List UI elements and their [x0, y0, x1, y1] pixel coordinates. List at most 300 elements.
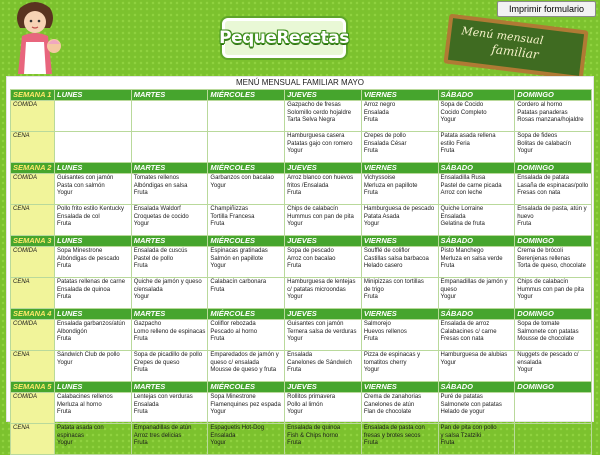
dish-item: Crema de zanahorias — [363, 394, 422, 400]
dish-item: Ensalada — [133, 401, 159, 408]
dish-item: Flamenquines pez espada — [210, 401, 281, 408]
dish-item: Gelatina de fruta — [440, 221, 485, 227]
week-label: SEMANA 3 — [11, 236, 55, 247]
day-header: VIERNES — [361, 309, 438, 320]
cena-row — [11, 424, 592, 455]
menu-cell[interactable] — [438, 393, 515, 424]
menu-cell[interactable] — [131, 424, 208, 455]
dish-item: Hamburguesa casera — [287, 133, 345, 139]
dish-item: Yogur — [210, 182, 226, 189]
dish-item: Fruta — [287, 440, 302, 446]
dish-item: Ensalada de cuscús — [133, 248, 188, 254]
header — [0, 0, 600, 74]
dish-item: Yogur — [287, 294, 303, 300]
menu-cell[interactable] — [131, 393, 208, 424]
dish-item: Cocido Completo — [440, 109, 487, 116]
dish-item: Fruta — [133, 263, 148, 269]
day-header: MIÉRCOLES — [208, 309, 285, 320]
day-header: MARTES — [131, 309, 208, 320]
menu-cell[interactable] — [55, 320, 132, 351]
menu-cell[interactable] — [515, 174, 592, 205]
dish-item: Mousse de queso y fruta — [210, 367, 277, 373]
dish-item: Sopa de Cocido — [440, 102, 484, 108]
comida-row — [11, 174, 592, 205]
dish-item: Fresas con nata — [440, 336, 484, 342]
dish-item: Rollitos primavera — [287, 394, 336, 400]
menu-cell[interactable] — [515, 247, 592, 278]
menu-cell[interactable] — [131, 278, 208, 309]
dish-item: Bolitas de calabacín — [517, 140, 571, 147]
dish-item: Arroz con bacalao — [287, 255, 336, 262]
meal-label: CENA — [11, 132, 55, 163]
dish-item: fritos /Ensalada — [287, 182, 329, 189]
menu-cell[interactable] — [285, 351, 362, 382]
menu-cell[interactable] — [515, 424, 592, 455]
dish-item: Yogur — [517, 148, 533, 154]
dish-item: espinacas — [57, 432, 85, 439]
dish-item: Fruta — [210, 336, 225, 342]
meal-label: CENA — [11, 351, 55, 382]
dish-item: fresas y brotes secos — [363, 432, 421, 439]
meal-label: COMIDA — [11, 101, 55, 132]
menu-cell[interactable] — [131, 132, 208, 163]
monthly-menu-chalkboard — [443, 14, 588, 81]
dish-item: Castillas salsa barbacoa — [363, 255, 429, 262]
dish-item: Ensalada — [440, 213, 466, 220]
menu-cell[interactable] — [361, 205, 438, 236]
day-header: LUNES — [55, 309, 132, 320]
menu-cell[interactable] — [361, 424, 438, 455]
day-header: MARTES — [131, 163, 208, 174]
dish-item: Yogur — [287, 221, 303, 227]
menu-cell[interactable] — [438, 320, 515, 351]
dish-item: c/ensalada — [133, 286, 163, 293]
dish-item: Puré de patatas — [440, 394, 483, 400]
dish-item: Fresas con nata — [517, 190, 561, 196]
dish-item: Torta de queso, chocolate — [517, 263, 586, 269]
cena-row — [11, 278, 592, 309]
dish-item: Tarta Selva Negra — [287, 117, 336, 123]
dish-item: Sopa de picadillo de pollo — [133, 352, 203, 358]
dish-item: Yogur — [287, 409, 303, 415]
menu-title: MENÚ MENSUAL FAMILIAR MAYO — [235, 78, 365, 87]
dish-item: Empanadillas de jamón y — [440, 279, 508, 285]
menu-cell[interactable] — [438, 351, 515, 382]
dish-item: Crema de brócoli — [517, 248, 563, 254]
dish-item: huevo — [517, 213, 534, 220]
menu-cell[interactable] — [285, 174, 362, 205]
menu-cell[interactable] — [515, 205, 592, 236]
menu-cell[interactable] — [208, 132, 285, 163]
dish-item: Fruta — [363, 294, 378, 300]
meal-label: COMIDA — [11, 174, 55, 205]
dish-item: Fruta — [363, 440, 378, 446]
menu-cell[interactable] — [208, 205, 285, 236]
week-header-row — [11, 163, 592, 174]
menu-cell[interactable] — [208, 351, 285, 382]
dish-item: Lentejas con verduras — [133, 394, 193, 400]
meal-label: COMIDA — [11, 247, 55, 278]
dish-item: Garbanzos con bacalao — [210, 175, 274, 181]
meal-label: CENA — [11, 205, 55, 236]
dish-item: Quiche Lorraine — [440, 206, 484, 212]
dish-item: Croquetas de cocido — [133, 213, 189, 220]
menu-cell[interactable] — [208, 247, 285, 278]
comida-row — [11, 320, 592, 351]
dish-item: tomatitos cherry — [363, 359, 407, 366]
dish-item: Fruta — [287, 367, 302, 373]
menu-cell[interactable] — [131, 174, 208, 205]
dish-item: Ensalada Waldorf — [133, 206, 181, 212]
day-header: DOMINGO — [515, 236, 592, 247]
week-header-row — [11, 90, 592, 101]
menu-cell[interactable] — [55, 278, 132, 309]
menu-cell[interactable] — [361, 101, 438, 132]
dish-item: Crepes de pollo — [363, 133, 406, 139]
menu-cell[interactable] — [285, 205, 362, 236]
menu-cell[interactable] — [55, 205, 132, 236]
dish-item: Canelones de Sándwich — [287, 359, 352, 366]
menu-cell[interactable] — [208, 320, 285, 351]
dish-item: c/ patatas microondas — [287, 286, 346, 293]
day-header: SÁBADO — [438, 309, 515, 320]
dish-item: Fruta — [133, 367, 148, 373]
dish-item: queso — [440, 286, 457, 293]
day-header: MARTES — [131, 90, 208, 101]
menu-cell[interactable] — [438, 174, 515, 205]
dish-item: Calabacines c/ carne — [440, 328, 497, 335]
dish-item: Fruta — [517, 221, 532, 227]
comida-row — [11, 101, 592, 132]
day-header: LUNES — [55, 163, 132, 174]
dish-item: Salmón en papillote — [210, 255, 264, 262]
dish-item: Yogur — [440, 117, 456, 123]
dish-item: Yogur — [517, 294, 533, 300]
dish-item: Yogur — [210, 263, 226, 269]
menu-cell[interactable] — [515, 101, 592, 132]
dish-item: Lasaña de espinacas/pollo — [517, 182, 589, 189]
dish-item: Mousse de chocolate — [517, 336, 574, 342]
menu-cell[interactable] — [515, 278, 592, 309]
day-header: JUEVES — [285, 309, 362, 320]
dish-item: Hummus con pan de pita — [287, 213, 354, 220]
dish-item: Albóndigas de pescado — [57, 255, 120, 262]
dish-item: Yogur — [287, 148, 303, 154]
menu-cell[interactable] — [285, 247, 362, 278]
day-header: JUEVES — [285, 90, 362, 101]
menu-cell[interactable] — [55, 393, 132, 424]
menu-cell[interactable] — [55, 247, 132, 278]
menu-cell[interactable] — [361, 393, 438, 424]
dish-item: Arroz blanco con huevos — [287, 175, 354, 181]
dish-item: estilo Feria — [440, 140, 470, 147]
dish-item: Sándwich Club de pollo — [57, 352, 120, 358]
dish-item: Pollo frito estilo Kentucky — [57, 206, 125, 212]
dish-item: Ensalada de arroz — [440, 321, 490, 327]
dish-item: Empanadillas de atún — [133, 425, 192, 431]
cena-row — [11, 351, 592, 382]
day-header: VIERNES — [361, 163, 438, 174]
menu-cell[interactable] — [515, 351, 592, 382]
dish-item: Pasta con salmón — [57, 182, 105, 189]
dish-item: Minipizzas con tortillas — [363, 279, 424, 285]
day-header: DOMINGO — [515, 309, 592, 320]
menu-cell[interactable] — [55, 351, 132, 382]
dish-item: Yogur — [363, 221, 380, 227]
dish-item: Fruta — [287, 263, 302, 269]
dish-item: Yogur — [440, 294, 456, 300]
dish-item: Yogur — [440, 359, 456, 366]
dish-item: Yogur — [210, 409, 226, 415]
dish-item: Gazpacho — [133, 321, 162, 327]
dish-item: y salsa Tzatziki — [440, 432, 482, 439]
menu-cell[interactable] — [438, 101, 515, 132]
dish-item: Guisantes con jamón — [287, 321, 344, 327]
menu-cell[interactable] — [131, 101, 208, 132]
menu-cell[interactable] — [131, 351, 208, 382]
menu-cell[interactable] — [208, 278, 285, 309]
dish-item: Sopa Minestrone — [210, 394, 256, 400]
menu-cell[interactable] — [131, 247, 208, 278]
board-line-2: familiar — [490, 42, 540, 62]
dish-item: Sopa de tomate — [517, 321, 560, 327]
pequerecetas-logo[interactable]: PequeRecetas — [222, 18, 346, 58]
dish-item: Fruta — [133, 440, 148, 446]
dish-item: Fruta — [57, 294, 72, 300]
week-label: SEMANA 1 — [11, 90, 55, 101]
dish-item: Champiñizzas — [210, 206, 249, 212]
day-header: DOMINGO — [515, 382, 592, 393]
dish-item: Flan de chocolate — [363, 409, 412, 415]
dish-item: Ensalada — [287, 352, 313, 358]
day-header: DOMINGO — [515, 163, 592, 174]
dish-item: Ensalada de quinoa — [287, 425, 341, 431]
dish-item: Fruta — [440, 440, 455, 446]
dish-item: Arroz con leche — [440, 190, 483, 196]
dish-item: Ensalada — [210, 432, 236, 439]
dish-item: Espaguetis Hot-Dog — [210, 425, 265, 431]
dish-item: Hamburguesa de pescado — [363, 206, 435, 212]
week-header-row — [11, 236, 592, 247]
dish-item: Ensalada de col — [57, 213, 100, 220]
day-header: SÁBADO — [438, 90, 515, 101]
menu-cell[interactable] — [515, 132, 592, 163]
menu-cell[interactable] — [285, 320, 362, 351]
dish-item: Helado casero — [363, 263, 403, 269]
dish-item: Arroz negro — [363, 102, 396, 108]
menu-cell[interactable] — [515, 393, 592, 424]
menu-cell[interactable] — [438, 278, 515, 309]
dish-item: Fruta — [363, 117, 378, 123]
dish-item: de trigo — [363, 286, 384, 293]
menu-cell[interactable] — [208, 174, 285, 205]
menu-cell[interactable] — [361, 351, 438, 382]
dish-item: Pan de pita con pollo — [440, 425, 497, 431]
menu-cell[interactable] — [285, 424, 362, 455]
menu-cell[interactable] — [208, 393, 285, 424]
dish-item: Chips de calabacín — [517, 279, 569, 285]
menu-cell[interactable] — [361, 278, 438, 309]
chef-girl-illustration — [6, 0, 64, 74]
dish-item: Ensalada — [363, 109, 389, 116]
dish-item: Yogur — [517, 367, 533, 373]
dish-item: Pastel de pollo — [133, 255, 174, 262]
dish-item: Hamburguesa de alubias — [440, 352, 508, 358]
dish-item: Yogur — [210, 440, 226, 446]
dish-item: Fruta — [57, 221, 72, 227]
dish-item: Ensalada de pasta, atún y — [517, 206, 587, 212]
day-header: MARTES — [131, 236, 208, 247]
dish-item: Fruta — [363, 148, 378, 154]
menu-cell[interactable] — [361, 132, 438, 163]
day-header: JUEVES — [285, 236, 362, 247]
day-header: MARTES — [131, 382, 208, 393]
day-header: MIÉRCOLES — [208, 382, 285, 393]
dish-item: Nuggets de pescado c/ — [517, 352, 579, 358]
dish-item: Pisto Manchego — [440, 248, 484, 254]
dish-item: Yogur — [287, 336, 303, 342]
dish-item: queso c/ ensalada — [210, 359, 260, 366]
menu-cell[interactable] — [131, 320, 208, 351]
dish-item: Arroz tres delicias — [133, 432, 182, 439]
dish-item: Canelones de atún — [363, 401, 415, 408]
menu-cell[interactable] — [55, 174, 132, 205]
menu-cell[interactable] — [55, 424, 132, 455]
day-header: SÁBADO — [438, 382, 515, 393]
dish-item: Ensalada de pasta con — [363, 425, 425, 431]
menu-cell[interactable] — [361, 174, 438, 205]
dish-item: Vichyssoise — [363, 175, 396, 181]
dish-item: Patata asada con — [57, 425, 104, 431]
dish-item: Pescado al horno — [210, 328, 258, 335]
day-header: SÁBADO — [438, 236, 515, 247]
dish-item: Yogur — [57, 190, 73, 196]
dish-item: ensalada — [517, 359, 542, 366]
dish-item: Sopa de pescado — [287, 248, 334, 254]
dish-item: Merluza al horno — [57, 401, 102, 408]
day-header: LUNES — [55, 382, 132, 393]
dish-item: Berenjenas rellenas — [517, 255, 571, 262]
dish-item: Solomillo cerdo hojaldre — [287, 109, 352, 116]
dish-item: Patatas rellenas de carne — [57, 279, 126, 285]
day-header: JUEVES — [285, 163, 362, 174]
day-header: SÁBADO — [438, 163, 515, 174]
dish-item: Sopa de fideos — [517, 133, 558, 139]
day-header: JUEVES — [285, 382, 362, 393]
day-header: LUNES — [55, 236, 132, 247]
dish-item: Albondigón — [57, 328, 88, 335]
dish-item: Ensaladilla Rusa — [440, 175, 486, 181]
day-header: VIERNES — [361, 90, 438, 101]
dish-item: Fruta — [57, 263, 72, 269]
dish-item: Fruta — [57, 336, 72, 342]
day-header: MIÉRCOLES — [208, 90, 285, 101]
menu-cell[interactable] — [438, 424, 515, 455]
dish-item: Helado de yogur — [440, 409, 485, 415]
dish-item: Rosas manzana/hojaldre — [517, 117, 584, 123]
dish-item: Fruta — [210, 221, 225, 227]
dish-item: Salmonete con patatas — [517, 328, 579, 335]
dish-item: Fruta — [133, 336, 148, 342]
week-label: SEMANA 2 — [11, 163, 55, 174]
menu-cell[interactable] — [361, 247, 438, 278]
menu-cell[interactable] — [438, 205, 515, 236]
menu-cell[interactable] — [361, 320, 438, 351]
menu-cell[interactable] — [285, 278, 362, 309]
week-header-row — [11, 309, 592, 320]
dish-item: Patatas gajo con romero — [287, 140, 353, 147]
menu-cell[interactable] — [285, 101, 362, 132]
cena-row — [11, 205, 592, 236]
cena-row — [11, 132, 592, 163]
dish-item: Tortilla Francesa — [210, 213, 255, 220]
dish-item: Crepes de queso — [133, 359, 180, 366]
dish-item: Fruta — [440, 148, 455, 154]
dish-item: Fruta — [363, 190, 378, 196]
menu-cell[interactable] — [131, 205, 208, 236]
dish-item: Fruta — [210, 286, 225, 293]
dish-item: Fruta — [287, 190, 302, 196]
dish-item: Merluza en papillote — [363, 182, 418, 189]
dish-item: Ternera salsa de verduras — [287, 328, 357, 335]
menu-cell[interactable] — [285, 393, 362, 424]
meal-label: COMIDA — [11, 393, 55, 424]
comida-row — [11, 247, 592, 278]
week-label: SEMANA 5 — [11, 382, 55, 393]
print-form-button[interactable]: Imprimir formulario — [497, 1, 596, 17]
dish-item: Soufflé de coliflor — [363, 248, 410, 254]
menu-cell[interactable] — [208, 101, 285, 132]
dish-item: Sopa Minestrone — [57, 248, 103, 254]
dish-item: Yogur — [133, 221, 150, 227]
menu-cell[interactable] — [515, 320, 592, 351]
dish-item: Fruta — [363, 336, 378, 342]
dish-item: Quiche de jamón y queso — [133, 279, 202, 285]
day-header: VIERNES — [361, 236, 438, 247]
dish-item: Lomo relleno de espinacas — [133, 328, 206, 335]
meal-label: CENA — [11, 424, 55, 455]
meal-label: COMIDA — [11, 320, 55, 351]
dish-item: Fruta — [133, 190, 148, 196]
menu-cell[interactable] — [208, 424, 285, 455]
menu-cell[interactable] — [55, 132, 132, 163]
dish-item: Hamburguesa de lentejas — [287, 279, 356, 285]
dish-item: Tomates rellenos — [133, 175, 180, 181]
dish-item: Hummus con pan de pita — [517, 286, 584, 293]
week-header-row — [11, 382, 592, 393]
dish-item: Coliflor rebozada — [210, 321, 256, 327]
menu-sheet — [6, 76, 594, 446]
dish-item: Albóndigas en salsa — [133, 182, 188, 189]
day-header: VIERNES — [361, 382, 438, 393]
menu-cell[interactable] — [285, 132, 362, 163]
day-header: MIÉRCOLES — [208, 163, 285, 174]
dish-item: Chips de calabacín — [287, 206, 339, 212]
menu-cell[interactable] — [55, 101, 132, 132]
week-label: SEMANA 4 — [11, 309, 55, 320]
dish-item: Pizza de espinacas y — [363, 352, 421, 358]
menu-cell[interactable] — [438, 247, 515, 278]
dish-item: Emparedados de jamón y — [210, 352, 279, 358]
dish-item: Salmonete con patatas — [440, 401, 502, 408]
menu-cell[interactable] — [438, 132, 515, 163]
dish-item: Patatas panaderas — [517, 109, 568, 116]
dish-item: Merluza en salsa verde — [440, 255, 503, 262]
dish-item: Fish & Chips horno — [287, 432, 339, 439]
dish-item: Ensalada de quinoa — [57, 286, 111, 293]
dish-item: Ensalada garbanzos/atún — [57, 321, 126, 327]
dish-item: Fruta — [440, 263, 455, 269]
